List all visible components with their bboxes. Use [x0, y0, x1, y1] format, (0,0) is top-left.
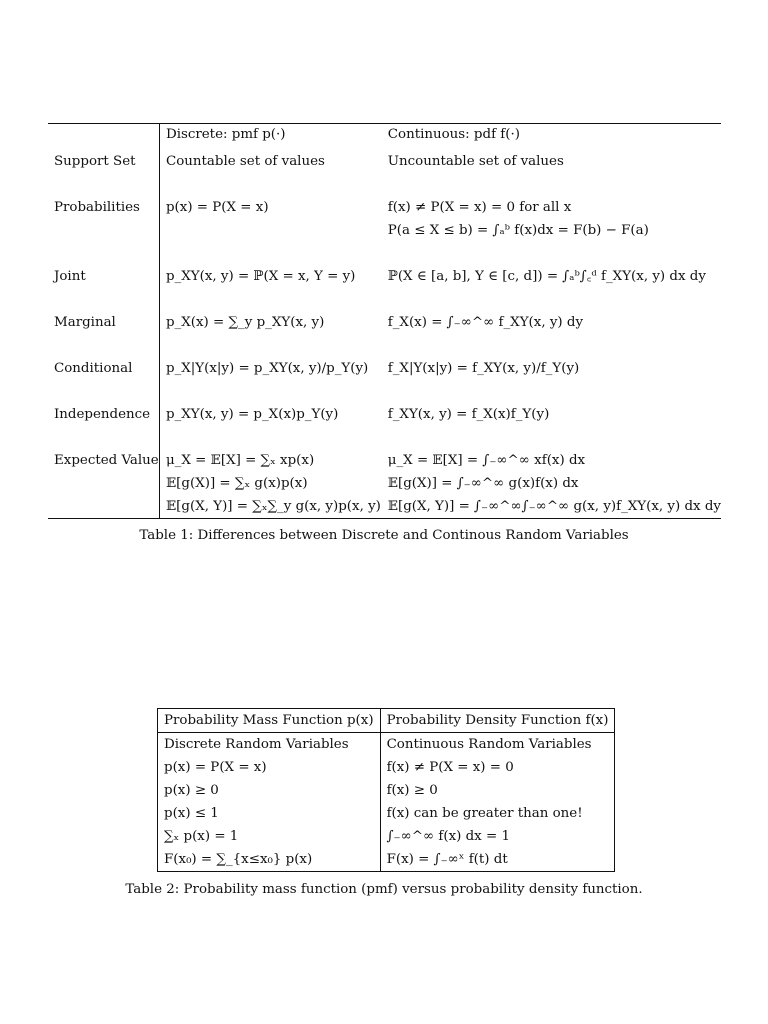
discrete-formula: μ_X = 𝔼[X] = ∑ₓ xp(x): [165, 453, 315, 468]
discrete-formula: p_X|Y(x|y) = p_XY(x, y)/p_Y(y): [165, 361, 369, 376]
table1-caption: Table 1: Differences between Discrete and Continous Random Variables: [139, 528, 629, 543]
table1-header-cell: Discrete: pmf p(·): [159, 124, 381, 151]
table1-row-label: [48, 173, 159, 242]
table2-row: [158, 802, 615, 825]
table2-row: [158, 848, 615, 872]
row-label-text: Support Set: [54, 154, 136, 169]
continuous-formula: μ_X = 𝔼[X] = ∫₋∞^∞ xf(x) dx: [387, 453, 586, 468]
pdf-cell: F(x) = ∫₋∞ˣ f(t) dt: [380, 848, 615, 872]
pdf-cell: ∫₋∞^∞ f(x) dx = 1: [380, 825, 615, 848]
table2-row: [158, 756, 615, 779]
table1-continuous-cell: [382, 242, 721, 288]
discrete-formula: p(x) = P(X = x): [165, 200, 269, 215]
table1-continuous-cell: [382, 334, 721, 380]
table1-discrete-cell: [159, 334, 381, 380]
table1-continuous-cell: [382, 150, 721, 173]
table1-row-label: [48, 334, 159, 380]
continuous-formula: ℙ(X ∈ [a, b], Y ∈ [c, d]) = ∫ₐᵇ∫꜀ᵈ f_XY(x, y) dx dy: [387, 269, 706, 284]
table1-row-label: [48, 242, 159, 288]
continuous-formula: f_X(x) = ∫₋∞^∞ f_XY(x, y) dy: [387, 315, 584, 330]
discrete-formula: 𝔼[g(X, Y)] = ∑ₓ∑_y g(x, y)p(x, y): [165, 499, 381, 514]
table1-row: [48, 288, 721, 334]
table2-caption: Table 2: Probability mass function (pmf) versus probability density function.: [125, 882, 643, 897]
table2-header-row: [158, 709, 615, 733]
pmf-cell: p(x) ≥ 0: [158, 779, 381, 802]
table-discrete-vs-continuous: [48, 123, 721, 519]
table1-header-cell: Continuous: pdf f(·): [382, 124, 721, 151]
table1-row-label: [48, 426, 159, 519]
table1-row: [48, 380, 721, 426]
row-label-text: Independence: [54, 407, 151, 422]
table1-row: [48, 173, 721, 242]
row-label-text: Conditional: [54, 361, 133, 376]
table2-row: [158, 825, 615, 848]
table1-discrete-cell: [159, 380, 381, 426]
table1-header-cell: [48, 124, 159, 151]
table1-continuous-cell: [382, 173, 721, 242]
continuous-formula: f(x) ≠ P(X = x) = 0 for all x: [387, 200, 572, 215]
continuous-formula: f_X|Y(x|y) = f_XY(x, y)/f_Y(y): [387, 361, 580, 376]
table1-continuous-cell: [382, 380, 721, 426]
continuous-formula: P(a ≤ X ≤ b) = ∫ₐᵇ f(x)dx = F(b) − F(a): [387, 223, 649, 238]
table1-discrete-cell: [159, 288, 381, 334]
pmf-cell: p(x) ≤ 1: [158, 802, 381, 825]
table1-row-label: [48, 150, 159, 173]
pmf-cell: p(x) = P(X = x): [158, 756, 381, 779]
row-label-text: Joint: [54, 269, 86, 284]
pdf-cell: Continuous Random Variables: [380, 733, 615, 757]
row-label-text: Marginal: [54, 315, 116, 330]
pdf-cell: f(x) ≠ P(X = x) = 0: [380, 756, 615, 779]
discrete-formula: Countable set of values: [165, 154, 325, 169]
table1-row-label: [48, 380, 159, 426]
pdf-cell: f(x) ≥ 0: [380, 779, 615, 802]
table-pmf-vs-pdf: [157, 708, 615, 872]
continuous-formula: Uncountable set of values: [387, 154, 564, 169]
continuous-formula: f_XY(x, y) = f_X(x)f_Y(y): [387, 407, 550, 422]
row-label-text: Expected Value: [54, 453, 159, 468]
table1-discrete-cell: [159, 242, 381, 288]
table1-discrete-cell: [159, 426, 381, 519]
pmf-cell: Discrete Random Variables: [158, 733, 381, 757]
pmf-cell: F(x₀) = ∑_{x≤x₀} p(x): [158, 848, 381, 872]
discrete-formula: p_XY(x, y) = p_X(x)p_Y(y): [165, 407, 339, 422]
table2-row: [158, 733, 615, 757]
table1-row: [48, 242, 721, 288]
pdf-cell: f(x) can be greater than one!: [380, 802, 615, 825]
row-label-text: Probabilities: [54, 200, 140, 215]
table1-discrete-cell: [159, 173, 381, 242]
pmf-cell: ∑ₓ p(x) = 1: [158, 825, 381, 848]
table1-continuous-cell: [382, 426, 721, 519]
discrete-formula: p_X(x) = ∑_y p_XY(x, y): [165, 315, 325, 330]
table2-header-cell: Probability Mass Function p(x): [158, 709, 381, 733]
discrete-formula: 𝔼[g(X)] = ∑ₓ g(x)p(x): [165, 476, 308, 491]
table1-row: [48, 334, 721, 380]
discrete-formula: p_XY(x, y) = ℙ(X = x, Y = y): [165, 269, 356, 284]
table1-row: [48, 426, 721, 519]
table2-row: [158, 779, 615, 802]
table1-discrete-cell: [159, 150, 381, 173]
table1-header-row: [48, 124, 721, 151]
table1-continuous-cell: [382, 288, 721, 334]
continuous-formula: 𝔼[g(X, Y)] = ∫₋∞^∞∫₋∞^∞ g(x, y)f_XY(x, y) dx dy: [387, 499, 721, 514]
table2-header-cell: Probability Density Function f(x): [380, 709, 615, 733]
continuous-formula: 𝔼[g(X)] = ∫₋∞^∞ g(x)f(x) dx: [387, 476, 579, 491]
table1-row: [48, 150, 721, 173]
table1-row-label: [48, 288, 159, 334]
